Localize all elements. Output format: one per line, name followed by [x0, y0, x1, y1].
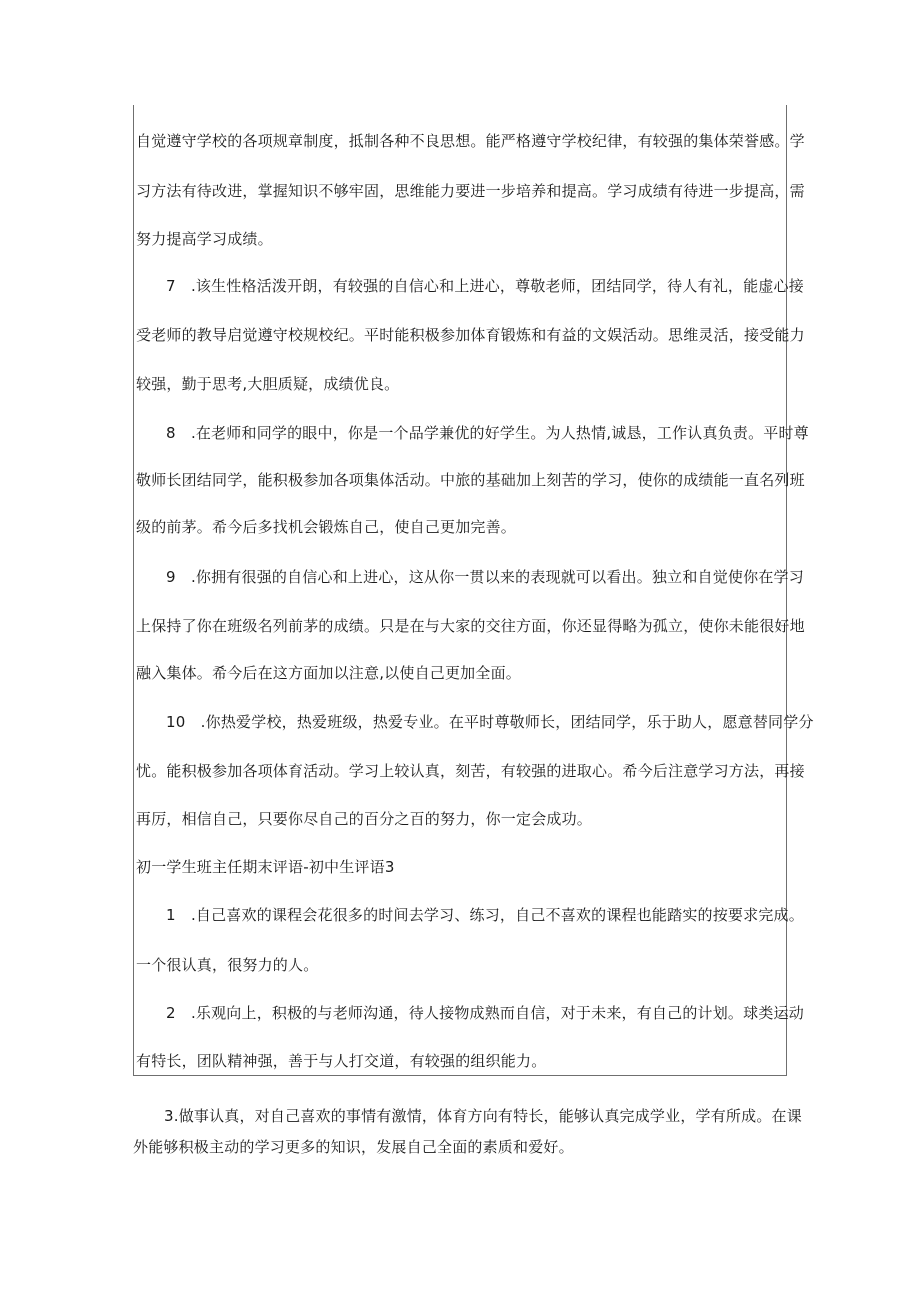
- section-heading: 初一学生班主任期末评语-初中生评语3: [136, 858, 395, 876]
- text-line: 级的前茅。希今后多找机会锻炼自己，使自己更加完善。: [136, 518, 517, 536]
- paragraph-9-line: 9 .你拥有很强的自信心和上进心，这从你一贯以来的表现就可以看出。独立和自觉使你在学习: [166, 568, 804, 586]
- paragraph-3-line: 3.做事认真，对自己喜欢的事情有激情，体育方向有特长，能够认真完成学业，学有所成。在课: [164, 1107, 802, 1125]
- text-line: 上保持了你在班级名列前茅的成绩。只是在与大家的交往方面，你还显得略为孤立，使你未能很好地: [136, 617, 805, 635]
- text-line: 敬师长团结同学，能积极参加各项集体活动。中旅的基础加上刻苦的学习，使你的成绩能一直名列班: [136, 471, 805, 489]
- paragraph-8-line: 8 .在老师和同学的眼中，你是一个品学兼优的好学生。为人热情,诚恳，工作认真负责。平时尊: [166, 424, 809, 442]
- text-line: 再厉，相信自己，只要你尽自己的百分之百的努力，你一定会成功。: [136, 810, 593, 828]
- text-line: 习方法有待改进，掌握知识不够牢固，思维能力要进一步培养和提高。学习成绩有待进一步提高，需: [136, 182, 805, 200]
- text-line: 较强，勤于思考,大胆质疑，成绩优良。: [136, 375, 400, 393]
- paragraph-1-line: 1 .自己喜欢的课程会花很多的时间去学习、练习，自己不喜欢的课程也能踏实的按要求完成。: [166, 906, 804, 924]
- paragraph-2-line: 2 .乐观向上，积极的与老师沟通，待人接物成熟而自信，对于未来，有自己的计划。球类运动: [166, 1004, 804, 1022]
- bordered-text-box: [133, 105, 787, 1076]
- paragraph-10-line: 10 .你热爱学校，热爱班级，热爱专业。在平时尊敬师长，团结同学，乐于助人，愿意替同学分: [166, 713, 814, 731]
- text-line: 受老师的教导启觉遵守校规校纪。平时能积极参加体育锻炼和有益的文娱活动。思维灵活，接受能力: [136, 326, 805, 344]
- text-line: 忧。能积极参加各项体育活动。学习上较认真，刻苦，有较强的进取心。希今后注意学习方法，再接: [136, 762, 805, 780]
- text-line: 外能够积极主动的学习更多的知识，发展自己全面的素质和爱好。: [133, 1138, 574, 1156]
- text-line: 一个很认真，很努力的人。: [136, 956, 319, 974]
- text-line: 自觉遵守学校的各项规章制度，抵制各种不良思想。能严格遵守学校纪律，有较强的集体荣誉感。学: [136, 132, 805, 150]
- text-line: 努力提高学习成绩。: [136, 230, 273, 248]
- paragraph-7-line: 7 .该生性格活泼开朗，有较强的自信心和上进心，尊敬老师，团结同学，待人有礼，能虚心接: [166, 277, 804, 295]
- text-line: 有特长，团队精神强，善于与人打交道，有较强的组织能力。: [136, 1052, 547, 1070]
- text-line: 融入集体。希今后在这方面加以注意,以使自己更加全面。: [136, 664, 521, 682]
